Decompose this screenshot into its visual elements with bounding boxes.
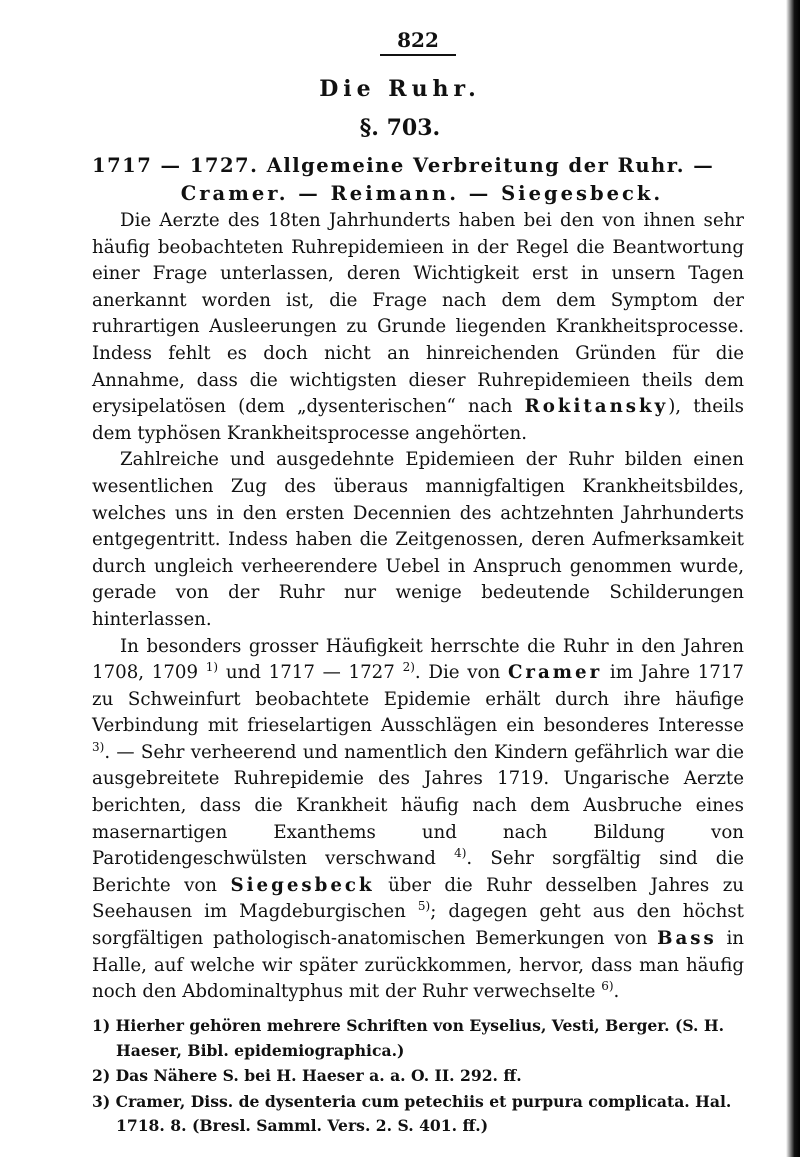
author-name: Cramer: [507, 662, 603, 684]
footnote: 3) Cramer, Diss. de dysenteria cum petechiis et purpura complicata. Hal. 1718. 8. (Bresl. Samml. Vers. 2. S. 401. ff.): [92, 1091, 732, 1136]
footnote-ref: 5): [417, 899, 431, 914]
paragraph-3-text: ; dagegen geht aus den höchst sorgfältigen pathologisch-anatomischen Bemerkungen von: [92, 901, 744, 950]
author-name: Bass: [657, 928, 717, 950]
paragraph-1-end: ), theils dem typhösen Krankheitsprocesse angehörten.: [92, 396, 744, 444]
paragraph-3-text: In besonders grosser Häufigkeit herrschte die Ruhr in den Jahren 1708, 1709: [92, 635, 744, 684]
chapter-title: Die Ruhr.: [319, 76, 481, 102]
footnote-ref: 4): [454, 846, 467, 861]
body-text: [92, 208, 744, 1006]
paragraph-3: [92, 634, 744, 1006]
paragraph-3-text: im Jahre 1717 zu Schweinfurt beobachtete Epidemie erhält durch ihre häufige Verbindung mit frieselartigen Ausschlägen ein besonderes Interesse: [92, 662, 744, 737]
footnote-ref: 3): [92, 739, 105, 754]
paragraph-3-text: in Halle, auf welche wir später zurückkommen, hervor, dass man häufig noch den Abdominaltyphus mit der Ruhr verwechselte: [92, 928, 744, 1003]
paragraph-3-text: . Die von: [414, 662, 508, 684]
paragraph-3-text: .: [613, 981, 620, 1003]
section-number: §. 703.: [359, 115, 441, 141]
page-number-rule: [380, 54, 456, 56]
paragraph-3-text: . — Sehr verheerend und namentlich den Kindern gefährlich war die ausgebreitete Ruhrepidemie des Jahres 1719. Ungarische Aerzte berichten, dass die Krankheit häufig nach dem Ausbruche eines masernartigen Exanthems und nach Bildung von Parotidengeschwülsten verschwand: [92, 741, 744, 870]
section-subtitle: [92, 152, 752, 208]
paragraph-3-text: über die Ruhr desselben Jahres zu Seehausen im Magdeburgischen: [92, 874, 744, 923]
author-name: Rokitansky: [524, 396, 669, 418]
footnote-ref: 6): [601, 979, 614, 994]
paragraph-3-text: und 1717 — 1727: [218, 662, 403, 684]
subtitle-names: Cramer. — Reimann. — Siegesbeck.: [180, 182, 664, 205]
page-number: 822: [397, 28, 439, 52]
paragraph-1: [92, 208, 744, 447]
footnote: 2) Das Nähere S. bei H. Haeser a. a. O. II. 292. ff.: [92, 1066, 522, 1086]
paragraph-1-text: Die Aerzte des 18ten Jahrhunderts haben bei den von ihnen sehr häufig beobachteten Ruhrepidemieen in der Regel die Beantwortung einer Frage unterlassen, deren Wichtigkeit erst in unsern Tagen anerkannt worden ist, die Frage nach dem dem Symptom der ruhrartigen Ausleerungen zu Grunde liegenden Krankheitsprocesse. Indess fehlt es doch nicht an hinreichenden Gründen für die Annahme, dass die wichtigsten dieser Ruhrepidemieen theils dem erysipelatösen (dem „dysenterischen“ nach: [92, 210, 744, 418]
paragraph-3-text: . Sehr sorgfältig sind die Berichte von: [92, 848, 744, 896]
footnote: 1) Hierher gehören mehrere Schriften von Eyselius, Vesti, Berger. (S. H. Haeser, Bibl. epidemiographica.): [92, 1016, 725, 1060]
author-name: Siegesbeck: [230, 874, 375, 896]
subtitle-topic: Allgemeine Verbreitung der Ruhr. —: [266, 154, 715, 177]
footnote-ref: 1): [205, 660, 219, 675]
paragraph-2: Zahlreiche und ausgedehnte Epidemieen der Ruhr bilden einen wesentlichen Zug des überaus mannigfaltigen Krankheitsbildes, welches uns in den ersten Decennien des achtzehnten Jahrhunderts entgegentritt. Indess haben die Zeitgenossen, deren Aufmerksamkeit durch ungleich verheerendere Uebel in Anspruch genommen wurde, gerade von der Ruhr nur wenige bedeutende Schilderungen hinterlassen.: [92, 449, 744, 630]
page-edge-shadow: [786, 0, 800, 1157]
footnotes: [92, 1014, 752, 1139]
subtitle-years: 1717 — 1727.: [92, 154, 259, 177]
footnote-ref: 2): [402, 660, 415, 675]
